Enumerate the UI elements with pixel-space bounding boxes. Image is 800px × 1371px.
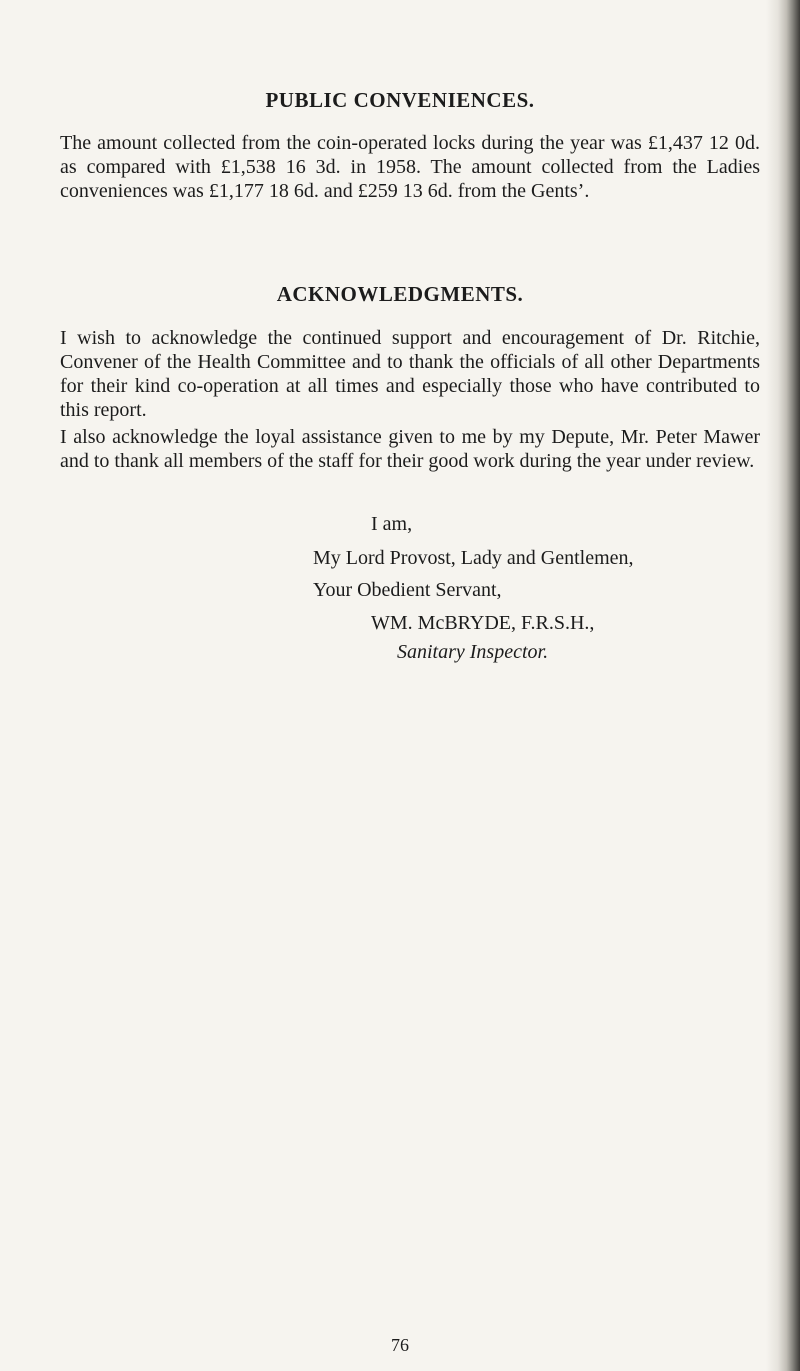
signature-title: Sanitary Inspector. (397, 641, 549, 663)
closing-salutation: My Lord Provost, Lady and Gentlemen, (313, 547, 634, 569)
public-conveniences-paragraph: The amount collected from the coin-operated locks during the year was £1,437 12 0d. as compared with £1,538 16 3d. in 1958. The amount collected from the Ladies conveniences was £1,177 18 6d. and £259 13 6d. from the Gents’. (60, 132, 760, 202)
signature-name: WM. McBRYDE, F.R.S.H., (371, 612, 595, 634)
binding-shadow (766, 0, 800, 1371)
acknowledgments-paragraph-2: I also acknowledge the loyal assistance given to me by my Depute, Mr. Peter Mawer and to thank all members of the staff for their good work during the year under review. (60, 426, 760, 472)
public-conveniences-heading: PUBLIC CONVENIENCES. (265, 88, 535, 112)
acknowledgments-heading: ACKNOWLEDGMENTS. (276, 282, 524, 306)
closing-i-am: I am, (371, 513, 413, 535)
closing-obedient-servant: Your Obedient Servant, (313, 579, 502, 601)
page-number: 76 (391, 1335, 409, 1355)
acknowledgments-paragraph-1: I wish to acknowledge the continued support and encouragement of Dr. Ritchie, Convener of the Health Committee and to thank the officials of all other Departments for their kind co-operation at all times and especially those who have contributed to this report. (60, 327, 760, 421)
